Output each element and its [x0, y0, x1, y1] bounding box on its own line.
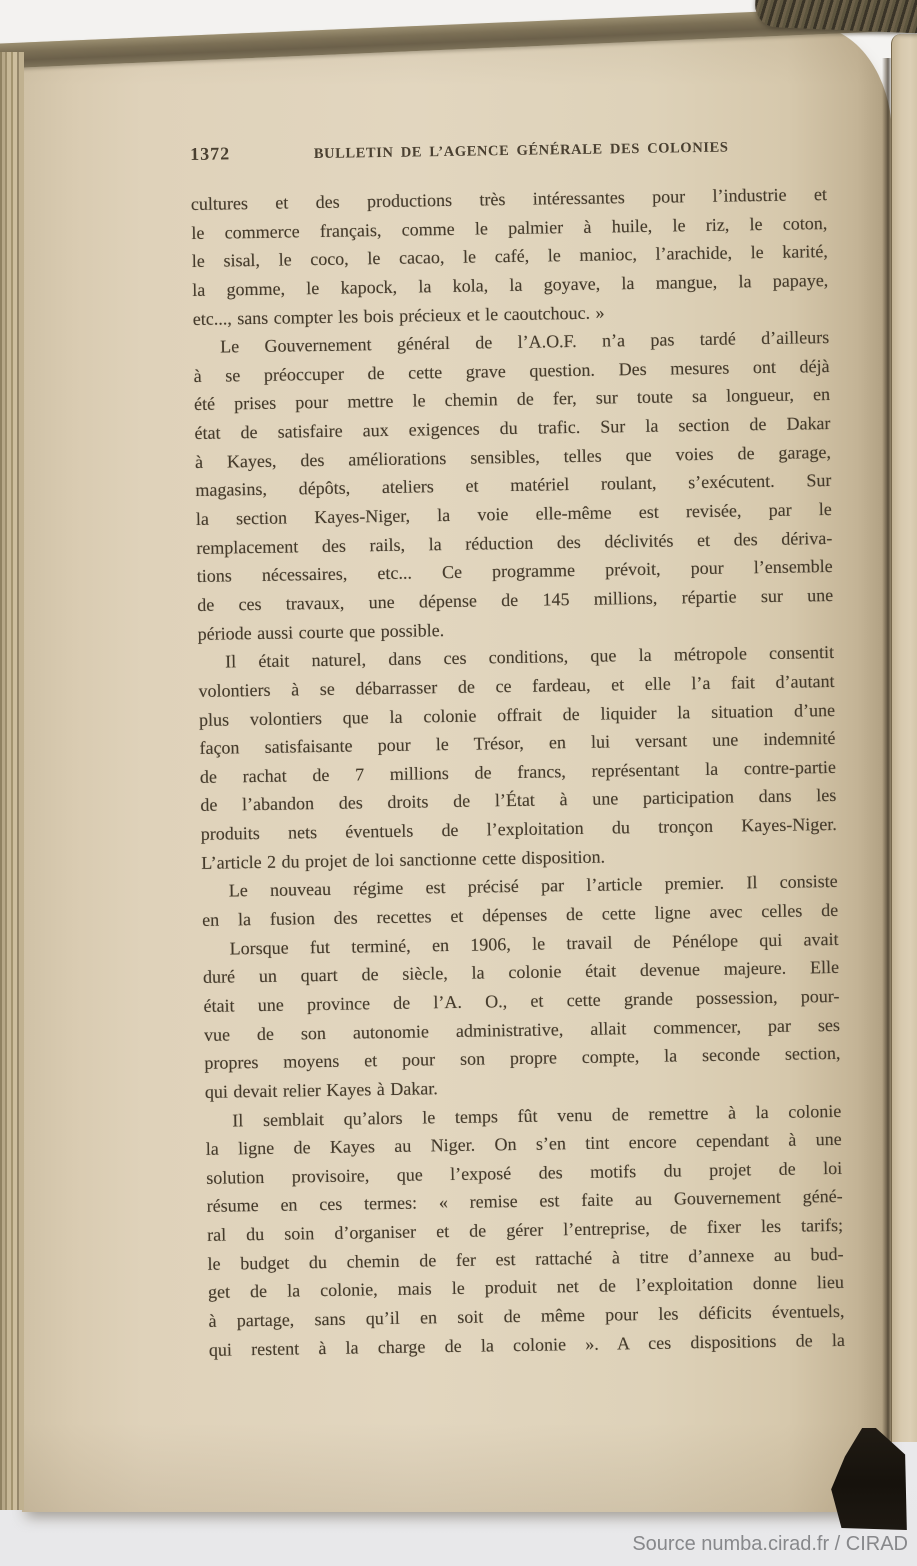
text-line: le budget du chemin de fer est rattaché à titre d’annexe au bud-: [207, 1243, 844, 1274]
book-page: [22, 26, 892, 1512]
source-watermark: Source numba.cirad.fr / CIRAD: [632, 1533, 908, 1555]
text-line: en la fusion des recettes et dépenses de cette ligne avec celles de: [202, 899, 839, 930]
page-body-text: [191, 180, 845, 1364]
text-line: Il était naturel, dans ces conditions, que la métropole consentit: [224, 642, 835, 672]
text-line: Lorsque fut terminé, en 1906, le travail de Pénélope qui avait: [229, 928, 839, 959]
journal-title: BULLETIN DE L’AGENCE GÉNÉRALE DES COLONIES: [313, 139, 729, 163]
book-left-page-edges: [0, 52, 24, 1510]
text-line: de rachat de 7 millions de francs, représentant la contre-partie: [199, 756, 837, 787]
text-line: qui restent à la charge de la colonie ». A ces dispositions de la: [208, 1329, 846, 1360]
text-line: get de la colonie, mais le produit net de l’exploitation donne lieu: [207, 1272, 845, 1303]
text-line: la ligne de Kayes au Niger. On s’en tint encore cependant à une: [205, 1129, 842, 1160]
text-line: à Kayes, des améliorations sensibles, telles que voies de garage,: [194, 441, 832, 472]
page-number: 1372: [190, 143, 231, 164]
text-line: solution provisoire, que l’exposé des motifs du projet de loi: [206, 1157, 843, 1188]
text-line: volontiers à se débarrasser de ce fardeau, et elle l’a fait d’autant: [198, 670, 835, 701]
text-line: façon satisfaisante pour le Trésor, en lui versant une indemnité: [199, 728, 836, 759]
text-line: la gomme, le kapock, la kola, la goyave, la mangue, la papaye,: [192, 269, 829, 300]
text-line: remplacement des rails, la réduction des déclivités et des dériva-: [196, 527, 833, 558]
text-line: période aussi courte que possible.: [197, 619, 445, 644]
adjacent-page-edge: [891, 34, 917, 1442]
printed-text-area: [190, 134, 845, 1364]
text-line: vue de son autonomie administrative, allait commencer, par ses: [203, 1014, 841, 1045]
text-line: L’article 2 du projet de loi sanctionne cette disposition.: [201, 846, 606, 873]
text-line: à partage, sans qu’il en soit de même pour les déficits éventuels,: [208, 1300, 845, 1331]
text-line: cultures et des productions très intéressantes pour l’industrie et: [190, 184, 828, 214]
text-line: Le Gouvernement général de l’A.O.F. n’a pas tardé d’ailleurs: [220, 327, 830, 357]
text-line: à se préoccuper de cette grave question. Des mesures ont déjà: [193, 355, 830, 386]
text-line: le sisal, le coco, le cacao, le café, le manioc, l’arachide, le karité,: [191, 241, 828, 272]
text-line: magasins, dépôts, ateliers et matériel roulant, s’exécutent. Sur: [195, 470, 832, 501]
text-line: duré un quart de siècle, la colonie était devenue majeure. Elle: [202, 957, 840, 988]
text-line: le commerce français, comme le palmier à huile, le riz, le coton,: [191, 212, 828, 243]
text-line: Le nouveau régime est précisé par l’article premier. Il consiste: [228, 871, 838, 901]
text-line: propres moyens et pour son propre compte, la seconde section,: [204, 1043, 841, 1074]
text-line: produits nets éventuels de l’exploitation du tronçon Kayes-Niger.: [200, 814, 837, 845]
text-line: Il semblait qu’alors le temps fût venu de remettre à la colonie: [232, 1100, 842, 1130]
text-line: été prises pour mettre le chemin de fer, sur toute sa longueur, en: [193, 384, 831, 415]
text-line: tions nécessaires, etc... Ce programme prévoit, pour l’ensemble: [196, 556, 833, 587]
text-line: était une province de l’A. O., et cette grande possession, pour-: [203, 985, 840, 1016]
text-line: qui devait relier Kayes à Dakar.: [204, 1078, 438, 1102]
text-line: état de satisfaire aux exigences du trafic. Sur la section de Dakar: [194, 413, 831, 444]
text-line: etc..., sans compter les bois précieux et le caoutchouc. »: [192, 302, 605, 329]
text-line: ral du soin d’organiser et de gérer l’entreprise, de fixer les tarifs;: [206, 1214, 844, 1245]
page-header: [190, 134, 826, 170]
text-line: de ces travaux, une dépense de 145 millions, répartie sur une: [197, 584, 834, 615]
text-line: la section Kayes-Niger, la voie elle-même est revisée, par le: [195, 499, 832, 529]
text-line: de l’abandon des droits de l’État à une participation dans les: [200, 785, 837, 816]
text-line: résume en ces termes: « remise est faite au Gouvernement géné-: [206, 1186, 843, 1217]
text-line: plus volontiers que la colonie offrait de liquider la situation d’une: [198, 699, 836, 730]
